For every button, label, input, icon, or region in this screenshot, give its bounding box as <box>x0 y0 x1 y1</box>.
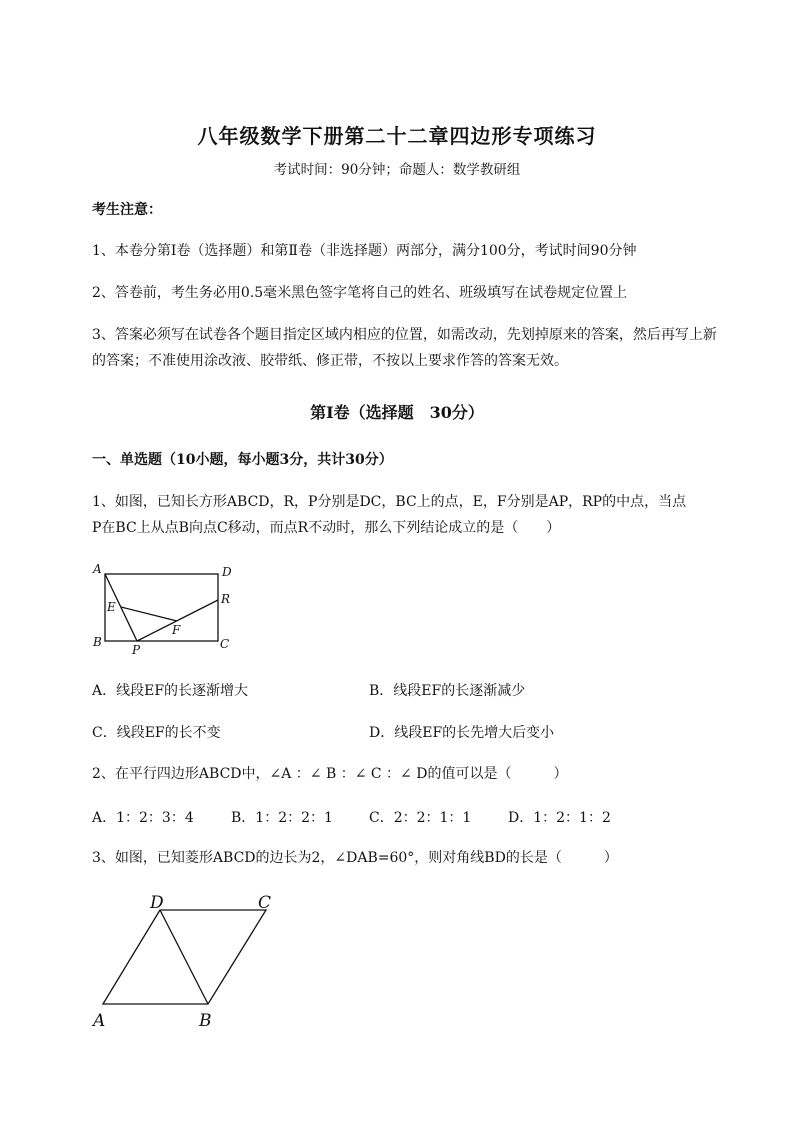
label-b: B <box>93 635 102 649</box>
notice-item-3-cont: 的答案；不准使用涂改液、胶带纸、修正带，不按以上要求作答的答案无效。 <box>92 353 568 369</box>
label-c: C <box>258 893 272 913</box>
question-2-option-a: A．1：2：3：4 <box>92 810 194 826</box>
label-d: D <box>222 565 232 579</box>
notice-heading: 考生注意： <box>92 202 162 218</box>
question-1-option-b: B．线段EF的长逐渐减少 <box>369 683 526 699</box>
question-2-stem: 2、在平行四边形ABCD中，∠A ：∠ B ：∠ C ：∠ D的值可以是（ ） <box>92 766 568 782</box>
label-d: D <box>150 893 164 913</box>
diagonal-bd <box>160 910 208 1004</box>
section-title: 第Ⅰ卷（选择题 30分） <box>310 403 484 422</box>
label-a: A <box>93 562 102 576</box>
question-1-option-c: C．线段EF的长不变 <box>92 725 221 741</box>
notice-item-1: 1、本卷分第Ⅰ卷（选择题）和第Ⅱ卷（非选择题）两部分，满分100分，考试时间90分钟 <box>92 243 637 259</box>
label-r: R <box>221 592 231 606</box>
label-c: C <box>220 637 230 651</box>
label-p: P <box>132 643 141 657</box>
notice-item-3: 3、答案必须写在试卷各个题目指定区域内相应的位置，如需改动，先划掉原来的答案，然后再写上新 <box>92 327 717 343</box>
question-1-stem-cont: P在BC上从点B向点C移动，而点R不动时，那么下列结论成立的是（ ） <box>92 520 561 536</box>
rhombus-figure <box>88 888 288 1033</box>
question-3-stem: 3、如图，已知菱形ABCD的边长为2，∠DAB=60°，则对角线BD的长是（ ） <box>92 850 618 866</box>
question-2-option-d: D．1：2：1：2 <box>508 810 611 826</box>
label-b: B <box>199 1011 212 1031</box>
question-2-option-c: C．2：2：1：1 <box>369 810 472 826</box>
label-f: F <box>172 623 181 637</box>
page-title: 八年级数学下册第二十二章四边形专项练习 <box>197 124 597 148</box>
segment-ef <box>121 607 177 621</box>
label-a: A <box>93 1011 106 1031</box>
part-heading: 一、单选题（10小题，每小题3分，共计30分） <box>92 452 393 468</box>
question-1-option-d: D．线段EF的长先增大后变小 <box>369 725 555 741</box>
exam-info: 考试时间：90分钟；命题人：数学教研组 <box>273 162 521 178</box>
question-1-option-a: A．线段EF的长逐渐增大 <box>92 683 249 699</box>
question-2-option-b: B．1：2：2：1 <box>231 810 333 826</box>
question-1-stem: 1、如图，已知长方形ABCD，R，P分别是DC，BC上的点，E，F分别是AP，RP的中点，当点 <box>92 494 687 510</box>
notice-item-2: 2、答卷前，考生务必用0.5毫米黑色签字笔将自己的姓名、班级填写在试卷规定位置上 <box>92 285 628 301</box>
rectangle-figure <box>88 558 248 658</box>
label-e: E <box>107 600 116 614</box>
